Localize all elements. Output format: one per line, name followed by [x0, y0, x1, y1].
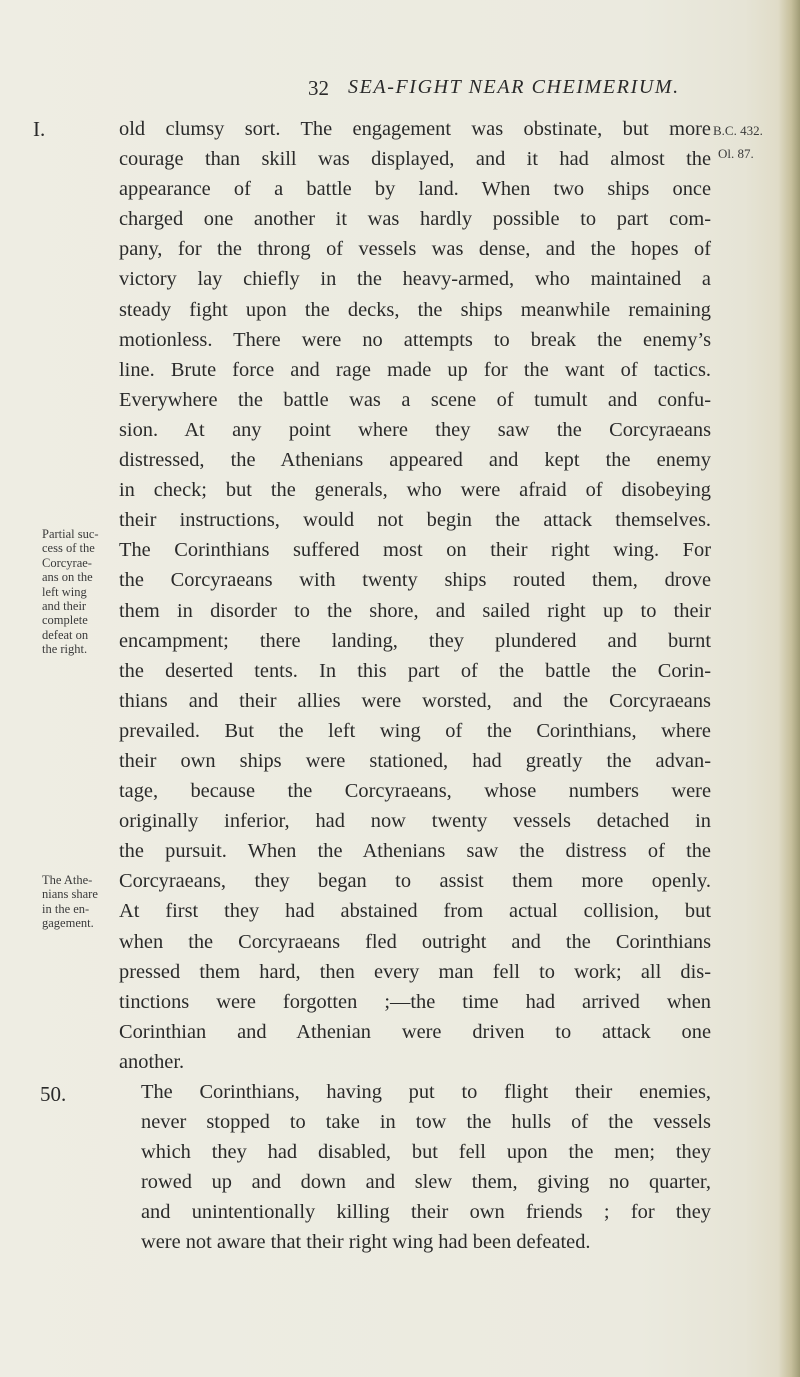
sidenote-line: cess of the	[42, 541, 95, 556]
chapter-marker-one: I.	[33, 117, 46, 141]
text-line: charged one another it was hardly possible to part com-	[119, 208, 711, 231]
text-line: when the Corcyraeans fled outright and the Corinthians	[119, 930, 711, 953]
sidenote-line: gagement.	[42, 916, 94, 931]
sidenote-line: left wing	[42, 584, 87, 599]
text-line: motionless. There were no attempts to break the enemy’s	[119, 328, 711, 351]
sidenote-athenians-share	[42, 873, 116, 931]
text-line: distressed, the Athenians appeared and kept the enemy	[119, 449, 711, 472]
text-line: old clumsy sort. The engagement was obstinate, but more	[119, 118, 711, 140]
text-line: steady fight upon the decks, the ships meanwhile remaining	[119, 298, 711, 321]
text-line: At first they had abstained from actual collision, but	[119, 900, 711, 923]
text-line: pressed them hard, then every man fell to work; all dis-	[119, 960, 711, 983]
page-number: 32	[308, 76, 329, 100]
text-line: thians and their allies were worsted, and the Corcyraeans	[119, 689, 711, 712]
text-line: originally inferior, had now twenty vessels detached in	[119, 810, 711, 833]
text-line: victory lay chiefly in the heavy-armed, who maintained a	[119, 268, 711, 291]
text-line: them in disorder to the shore, and sailed right up to their	[119, 599, 711, 622]
text-line: prevailed. But the left wing of the Corinthians, where	[119, 719, 711, 742]
sidenote-line: The Athe-	[42, 873, 93, 887]
sidenote-line: defeat on	[42, 627, 89, 642]
text-line: line. Brute force and rage made up for the want of tactics.	[119, 358, 711, 381]
text-line: The Corinthians suffered most on their right wing. For	[119, 539, 711, 562]
text-line: the Corcyraeans with twenty ships routed them, drove	[119, 569, 711, 592]
sidenote-line: Corcyrae-	[42, 555, 92, 570]
page-edge-shadow	[778, 0, 800, 1377]
text-line: rowed up and down and slew them, giving no quarter,	[141, 1171, 711, 1194]
sidenote-line: in the en-	[42, 901, 90, 916]
text-line: sion. At any point where they saw the Corcyraeans	[119, 418, 711, 441]
text-line: Everywhere the battle was a scene of tumult and confu-	[119, 388, 711, 411]
sidenote-line: nians share	[42, 887, 98, 902]
chapter-marker-fifty: 50.	[40, 1082, 67, 1106]
text-line: encampment; there landing, they plundered and burnt	[119, 629, 711, 652]
text-line: another.	[119, 1050, 185, 1073]
text-line: were not aware that their right wing had been defeated.	[141, 1231, 591, 1254]
sidenote-partial-success	[42, 527, 116, 657]
text-line: Corcyraeans, they began to assist them more openly.	[119, 870, 711, 893]
sidenote-line: ans on the	[42, 570, 93, 585]
text-line: The Corinthians, having put to flight their enemies,	[141, 1081, 711, 1103]
text-line: tinctions were forgotten ;—the time had arrived when	[119, 990, 711, 1013]
sidenote-line: and their	[42, 599, 87, 614]
text-line: and unintentionally killing their own friends ; for they	[141, 1201, 711, 1224]
text-line: in check; but the generals, who were afraid of disobeying	[119, 479, 711, 502]
text-line: the pursuit. When the Athenians saw the distress of the	[119, 840, 711, 863]
body-text	[119, 114, 711, 1258]
page-header	[0, 76, 800, 106]
text-line: Corinthian and Athenian were driven to attack one	[119, 1020, 711, 1043]
text-line: appearance of a battle by land. When two ships once	[119, 178, 711, 201]
text-line: their own ships were stationed, had greatly the advan-	[119, 749, 711, 772]
sidenote-line: complete	[42, 613, 88, 628]
sidenote-line: the right.	[42, 642, 88, 657]
running-title: SEA-FIGHT NEAR CHEIMERIUM.	[348, 76, 680, 98]
margin-date-bc: B.C. 432.	[713, 123, 763, 138]
sidenote-line: Partial suc-	[42, 527, 99, 541]
text-line: pany, for the throng of vessels was dense, and the hopes of	[119, 238, 711, 261]
text-line: their instructions, would not begin the attack themselves.	[119, 509, 711, 532]
text-line: courage than skill was displayed, and it had almost the	[119, 148, 711, 171]
text-line: never stopped to take in tow the hulls of the vessels	[141, 1111, 711, 1134]
margin-date-olympiad: Ol. 87.	[718, 146, 754, 161]
text-line: which they had disabled, but fell upon the men; they	[141, 1141, 711, 1164]
text-line: tage, because the Corcyraeans, whose numbers were	[119, 780, 711, 803]
text-line: the deserted tents. In this part of the battle the Corin-	[119, 659, 711, 682]
